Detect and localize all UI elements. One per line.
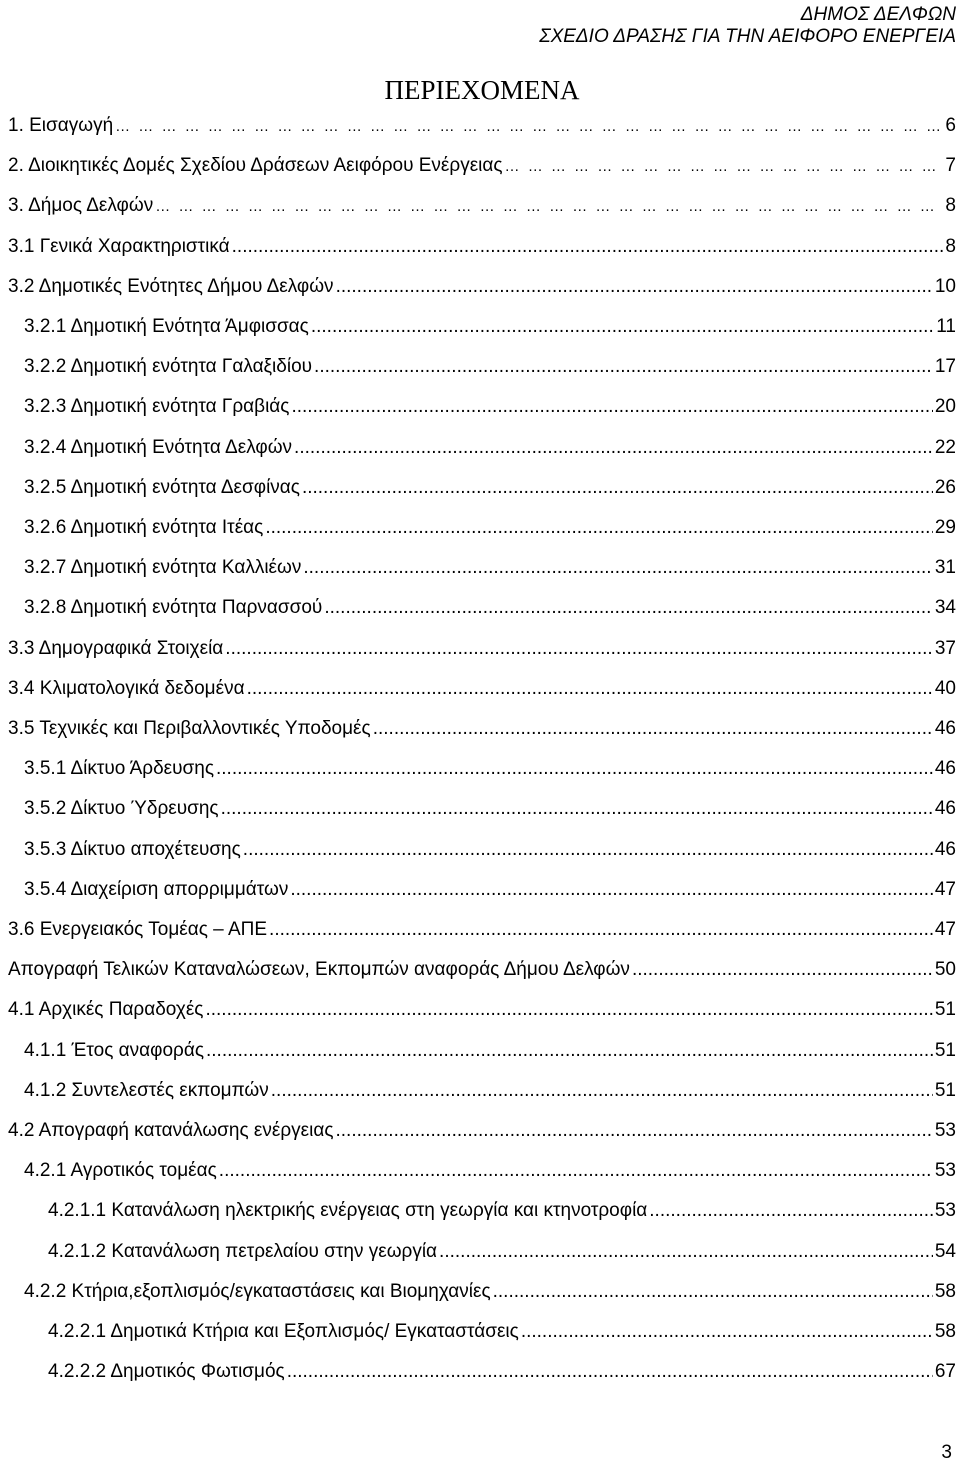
toc-entry-label: 4.1.2 Συντελεστές εκπομπών <box>24 1079 269 1101</box>
toc-entry-page: 58 <box>934 1280 956 1302</box>
toc-dot-leader <box>219 1159 933 1183</box>
toc-entry-label: 3.2.1 Δημοτική Ενότητα Άμφισσας <box>24 316 309 337</box>
toc-dot-leader <box>302 476 933 500</box>
toc-entry-label: 3.5.4 Διαχείριση απορριμμάτων <box>24 878 289 900</box>
toc-entry-page: 10 <box>934 275 956 297</box>
toc-entry[interactable] <box>8 633 956 661</box>
toc-dot-leader <box>439 1240 933 1264</box>
toc-dot-leader <box>232 235 944 259</box>
toc-entry[interactable] <box>24 793 956 821</box>
toc-entry[interactable] <box>24 512 956 540</box>
toc-entry-label: 3.2.2 Δημοτική ενότητα Γαλαξιδίου <box>24 356 313 378</box>
toc-entry[interactable] <box>24 874 956 902</box>
toc-dot-leader <box>216 757 933 781</box>
toc-entry-label: 3.5.3 Δίκτυο αποχέτευσης <box>24 838 241 860</box>
toc-entry-page: 6 <box>945 115 956 136</box>
toc-entry[interactable] <box>24 1035 956 1063</box>
toc-dot-leader <box>225 637 933 661</box>
header-plan-title: ΣΧΕΔΙΟ ΔΡΑΣΗΣ ΓΙΑ ΤΗΝ ΑΕΙΦΟΡΟ ΕΝΕΡΓΕΙΑ <box>539 26 956 47</box>
toc-entry[interactable] <box>24 753 956 781</box>
toc-dot-leader <box>324 596 933 620</box>
toc-entry-page: 46 <box>934 718 956 739</box>
toc-entry-label: 3.2.8 Δημοτική ενότητα Παρνασσού <box>24 597 323 619</box>
toc-entry-label: 4.1 Αρχικές Παραδοχές <box>8 999 204 1021</box>
toc-dot-leader <box>221 797 933 821</box>
toc-entry-page: 46 <box>934 758 956 780</box>
toc-dot-leader <box>303 556 933 580</box>
toc-entry-label: 3.2.5 Δημοτική ενότητα Δεσφίνας <box>24 476 300 498</box>
running-header <box>539 4 956 48</box>
toc-dot-leader <box>290 878 933 902</box>
toc-entry[interactable] <box>24 1075 956 1103</box>
toc-entry-page: 51 <box>934 1039 956 1061</box>
toc-entry-page: 51 <box>934 999 956 1021</box>
toc-dot-leader <box>311 315 934 339</box>
toc-entry-page: 11 <box>936 316 956 337</box>
toc-entry-label: 4.2.2 Κτήρια,εξοπλισμός/εγκαταστάσεις και Βιομηχανίες <box>24 1280 491 1302</box>
toc-entry-page: 53 <box>934 1120 956 1141</box>
toc-entry[interactable] <box>24 351 956 379</box>
toc-entry-label: 3.1 Γενικά Χαρακτηριστικά <box>8 235 230 257</box>
toc-dot-leader <box>206 1039 933 1063</box>
toc-entry-page: 67 <box>934 1361 956 1383</box>
toc-entry[interactable] <box>8 994 956 1022</box>
toc-entry[interactable] <box>24 834 956 862</box>
toc-entry-page: 50 <box>934 959 956 981</box>
toc-entry-page: 54 <box>934 1240 956 1262</box>
toc-entry[interactable] <box>24 391 956 419</box>
toc-entry-page: 46 <box>934 838 956 860</box>
toc-entry[interactable] <box>24 552 956 580</box>
toc-entry-label: 3.5.1 Δίκτυο Άρδευσης <box>24 758 214 780</box>
toc-entry[interactable] <box>8 190 956 218</box>
toc-entry-page: 37 <box>934 637 956 659</box>
toc-entry[interactable] <box>8 673 956 701</box>
toc-dot-leader <box>247 677 933 701</box>
toc-entry[interactable] <box>8 713 956 741</box>
toc-dot-leader <box>336 275 933 299</box>
toc-dot-leader <box>287 1360 933 1384</box>
toc-title <box>0 74 960 106</box>
toc-entry[interactable] <box>8 231 956 259</box>
toc-dot-leader <box>115 114 943 138</box>
toc-entry[interactable] <box>8 271 956 299</box>
toc-dot-leader <box>271 1079 933 1103</box>
toc-entry-label: 4.2.2.2 Δημοτικός Φωτισμός <box>48 1361 285 1383</box>
toc-entry[interactable] <box>24 472 956 500</box>
toc-entry-label: 4.2.2.1 Δημοτικά Κτήρια και Εξοπλισμός/ Εγκαταστάσεις <box>48 1321 519 1342</box>
toc-entry-label: 3.2.3 Δημοτική ενότητα Γραβιάς <box>24 396 290 418</box>
toc-entry-page: 53 <box>934 1200 956 1222</box>
toc-dot-leader <box>336 1119 933 1143</box>
toc-entry-page: 47 <box>934 878 956 900</box>
toc-entry-page: 47 <box>934 919 956 940</box>
toc-dot-leader <box>649 1199 933 1223</box>
toc-entry-label: 4.2.1.1 Κατανάλωση ηλεκτρικής ενέργειας στη γεωργία και κτηνοτροφία <box>48 1200 648 1222</box>
toc-dot-leader <box>269 918 933 942</box>
header-municipality: ΔΗΜΟΣ ΔΕΛΦΩΝ <box>800 4 956 25</box>
toc-dot-leader <box>493 1280 933 1304</box>
toc-entry-page: 26 <box>934 476 956 498</box>
toc-dot-leader <box>243 838 933 862</box>
toc-entry-label: 4.2.1 Αγροτικός τομέας <box>24 1160 217 1182</box>
page-number: 3 <box>941 1442 952 1463</box>
toc-entry-page: 8 <box>945 195 956 217</box>
toc-title-text: ΠΕΡΙΕΧΟΜΕΝΑ <box>384 75 580 105</box>
toc-entry-page: 22 <box>934 436 956 458</box>
toc-dot-leader <box>265 516 933 540</box>
toc-entry-page: 29 <box>934 517 956 538</box>
toc-entry-label: 3.2.4 Δημοτική Ενότητα Δελφών <box>24 436 293 458</box>
toc-dot-leader <box>632 958 933 982</box>
toc-entry-label: 1. Εισαγωγή <box>8 115 114 136</box>
toc-entry-page: 58 <box>934 1321 956 1342</box>
toc-entry-label: Απογραφή Τελικών Καταναλώσεων, Εκπομπών αναφοράς Δήμου Δελφών <box>8 959 630 981</box>
toc-entry[interactable] <box>24 592 956 620</box>
toc-entry[interactable] <box>24 432 956 460</box>
toc-entry-label: 3.2.6 Δημοτική ενότητα Ιτέας <box>24 517 264 538</box>
toc-entry[interactable] <box>48 1195 956 1223</box>
toc-entry-label: 3. Δήμος Δελφών <box>8 195 154 217</box>
toc-entry-label: 2. Διοικητικές Δομές Σχεδίου Δράσεων Αειφόρου Ενέργειας <box>8 155 503 177</box>
toc-entry[interactable] <box>48 1236 956 1264</box>
toc-entry[interactable] <box>8 954 956 982</box>
toc-entry-page: 34 <box>934 597 956 619</box>
toc-entry-label: 3.5 Τεχνικές και Περιβαλλοντικές Υποδομές <box>8 718 371 739</box>
toc-entry[interactable] <box>8 914 956 942</box>
toc-dot-leader <box>373 717 933 741</box>
toc-entry-label: 4.2 Απογραφή κατανάλωσης ενέργειας <box>8 1120 334 1141</box>
toc-entry[interactable] <box>8 110 956 138</box>
toc-entry-page: 17 <box>934 356 956 378</box>
toc-entry[interactable] <box>24 1276 956 1304</box>
toc-entry-page: 20 <box>934 396 956 418</box>
toc-dot-leader <box>314 355 933 379</box>
toc-entry-label: 3.6 Ενεργειακός Τομέας – ΑΠΕ <box>8 919 268 940</box>
toc-entry-label: 3.3 Δημογραφικά Στοιχεία <box>8 637 224 659</box>
toc-entry-page: 40 <box>934 677 956 699</box>
toc-entry-page: 53 <box>934 1160 956 1182</box>
toc-entry-label: 3.5.2 Δίκτυο Ύδρευσης <box>24 798 219 820</box>
toc-dot-leader <box>205 998 932 1022</box>
toc-entry-label: 3.2.7 Δημοτική ενότητα Καλλιέων <box>24 557 302 579</box>
toc-dot-leader <box>155 194 943 218</box>
toc-entry-label: 3.2 Δημοτικές Ενότητες Δήμου Δελφών <box>8 275 334 297</box>
toc-entry[interactable] <box>8 1115 956 1143</box>
toc-entry-label: 3.4 Κλιματολογικά δεδομένα <box>8 677 245 699</box>
toc-entry-page: 7 <box>945 155 956 177</box>
toc-entry[interactable] <box>24 311 956 339</box>
toc-entry-page: 51 <box>934 1079 956 1101</box>
toc-dot-leader <box>294 436 933 460</box>
toc-dot-leader <box>521 1320 933 1344</box>
toc-entry[interactable] <box>48 1356 956 1384</box>
toc-entry-label: 4.1.1 Έτος αναφοράς <box>24 1039 204 1061</box>
toc-entry[interactable] <box>8 150 956 178</box>
toc-entry-page: 31 <box>934 557 956 579</box>
toc-dot-leader <box>291 395 932 419</box>
toc-entry-label: 4.2.1.2 Κατανάλωση πετρελαίου στην γεωργία <box>48 1240 438 1262</box>
toc-entry-page: 46 <box>934 798 956 820</box>
toc-entry[interactable] <box>24 1155 956 1183</box>
toc-dot-leader <box>505 154 944 178</box>
toc-entry-page: 8 <box>945 235 956 257</box>
toc-entry[interactable] <box>48 1316 956 1344</box>
